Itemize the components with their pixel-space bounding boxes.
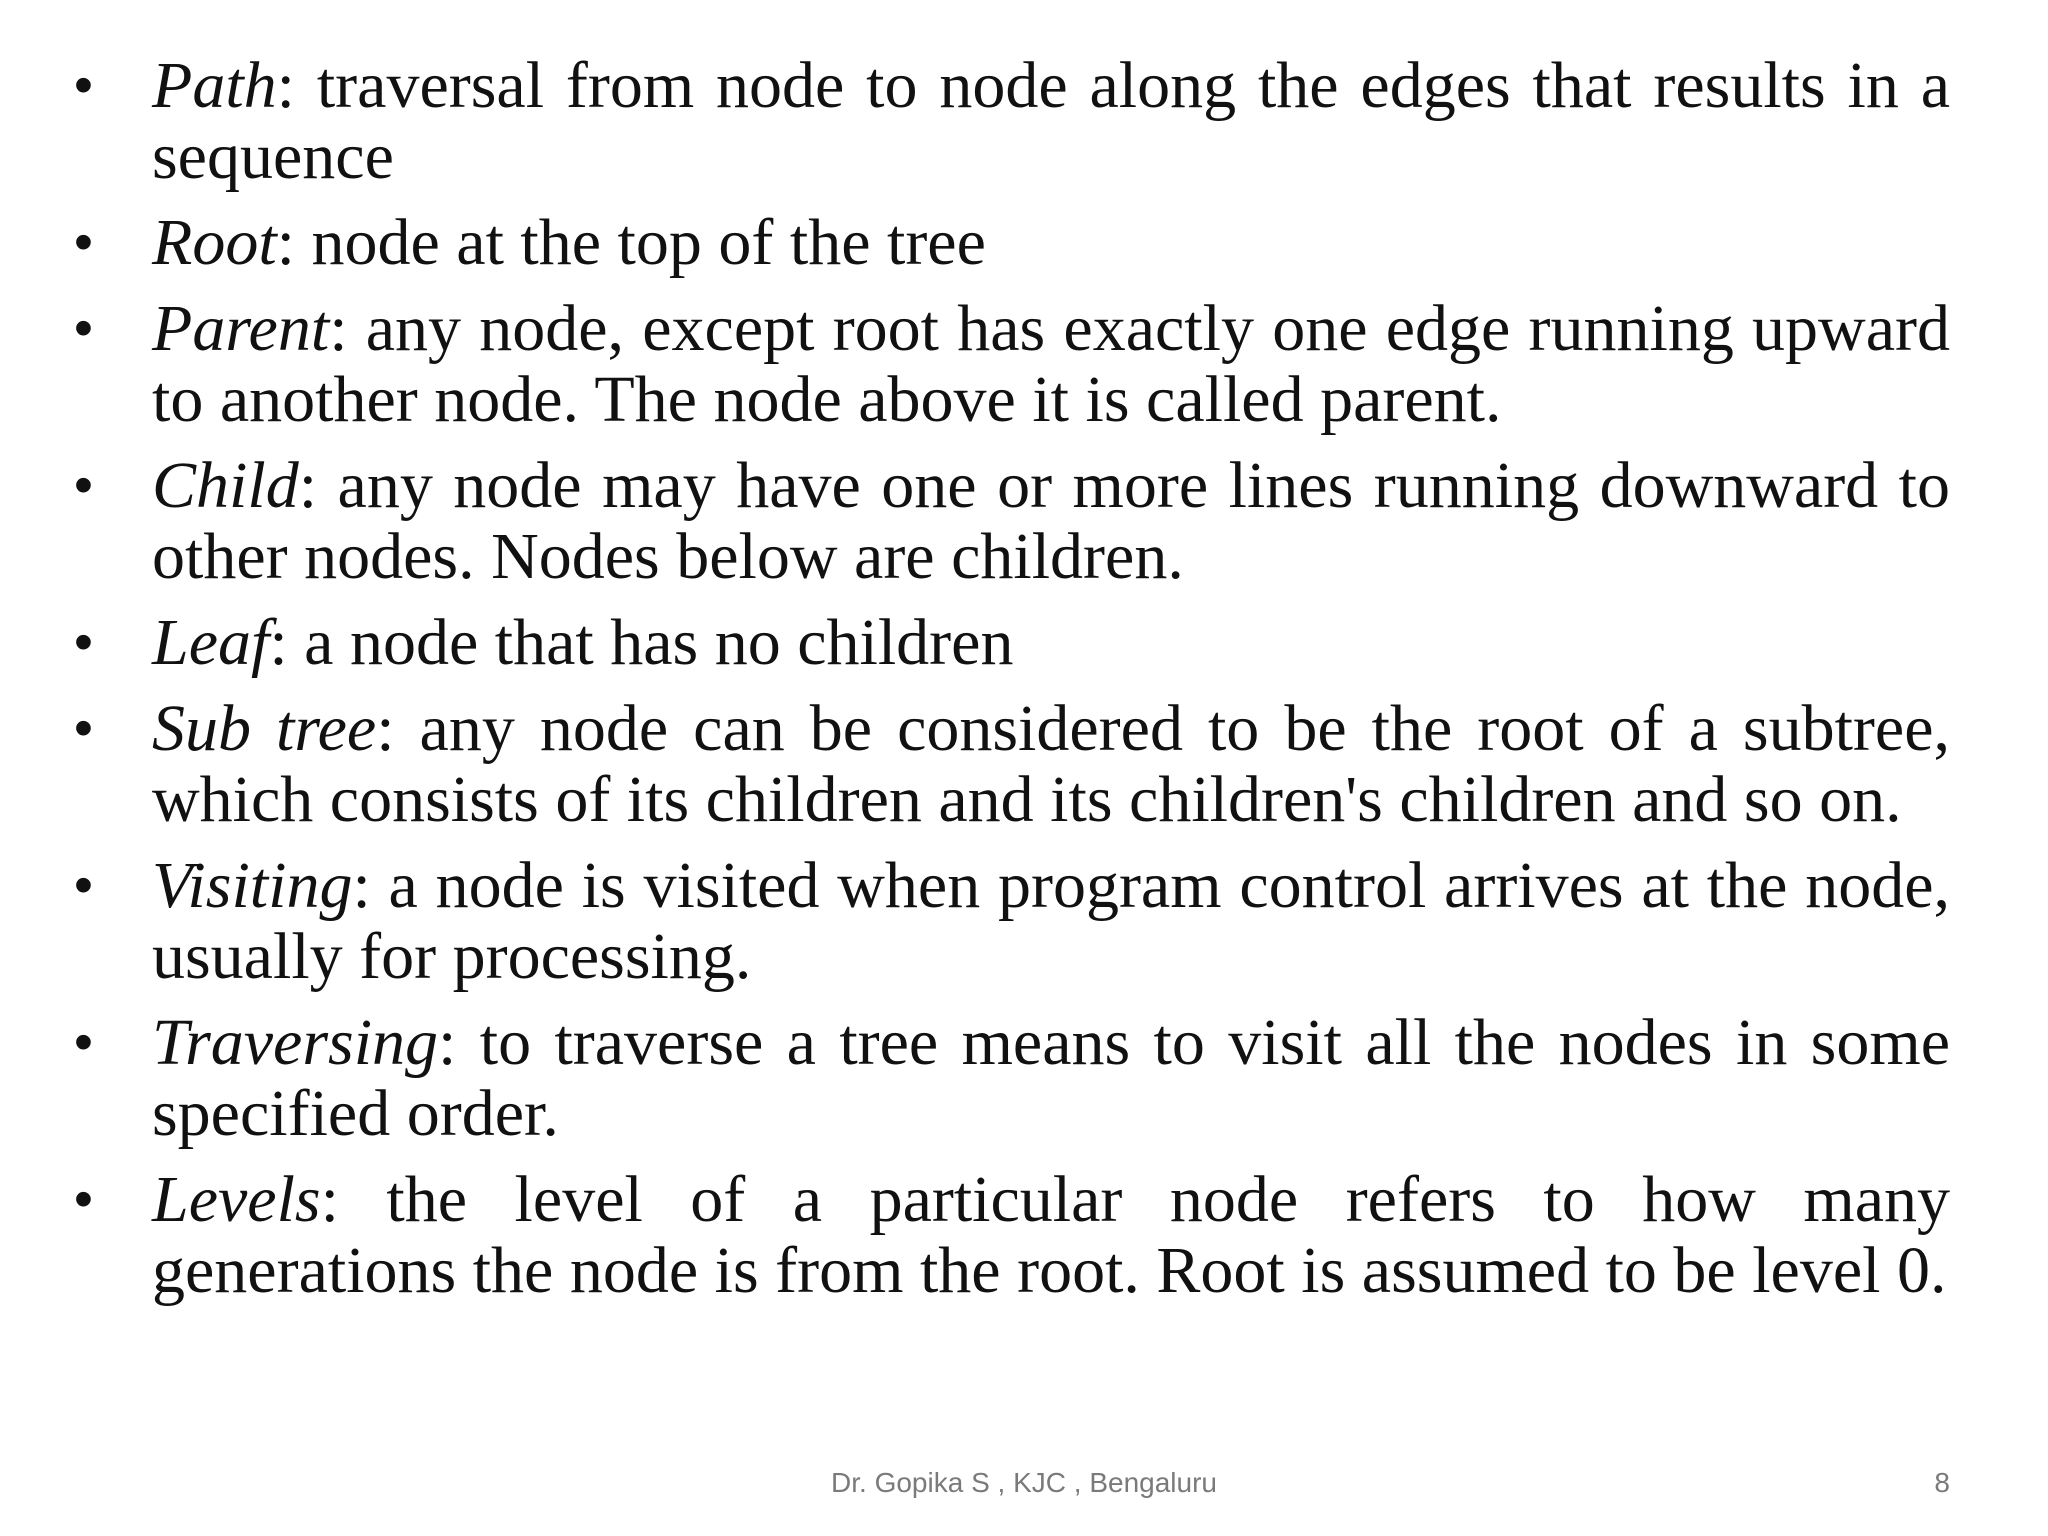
term-label: Levels xyxy=(152,1163,321,1236)
term-label: Leaf xyxy=(152,606,270,679)
footer-author: Dr. Gopika S , KJC , Bengaluru xyxy=(831,1467,1217,1498)
bullet-sub-tree xyxy=(0,693,2048,835)
definition-text: : a node is visited when program control arrives at the node, usually for processing. xyxy=(152,849,1950,993)
definition-text: : node at the top of the tree xyxy=(276,206,986,279)
bullet-root xyxy=(0,207,2048,278)
bullet-dot-icon: • xyxy=(74,698,93,758)
definition-text: : any node can be considered to be the root of a subtree, which consists of its children and its children's children and so on. xyxy=(152,692,1950,836)
definition-text: : any node may have one or more lines running downward to other nodes. Nodes below are children. xyxy=(152,449,1950,593)
definition-text: : traversal from node to node along the edges that results in a sequence xyxy=(152,49,1950,193)
bullet-path xyxy=(0,50,2048,192)
bullet-dot-icon: • xyxy=(74,1012,93,1072)
bullet-dot-icon: • xyxy=(74,298,93,358)
bullet-dot-icon: • xyxy=(74,55,93,115)
definition-text: : to traverse a tree means to visit all the nodes in some specified order. xyxy=(152,1006,1950,1150)
term-label: Visiting xyxy=(152,849,353,922)
bullet-dot-icon: • xyxy=(74,212,93,272)
bullet-dot-icon: • xyxy=(74,855,93,915)
term-label: Child xyxy=(152,449,299,522)
bullet-child xyxy=(0,450,2048,592)
page-number: 8 xyxy=(1934,1467,1950,1498)
bullet-traversing xyxy=(0,1007,2048,1149)
definition-text: : any node, except root has exactly one edge running upward to another node. The node above it is called parent. xyxy=(152,292,1950,436)
bullet-dot-icon: • xyxy=(74,455,93,515)
term-label: Traversing xyxy=(152,1006,439,1079)
bullet-visiting xyxy=(0,850,2048,992)
bullet-levels xyxy=(0,1164,2048,1306)
bullet-leaf xyxy=(0,607,2048,678)
bullet-dot-icon: • xyxy=(74,612,93,672)
term-label: Root xyxy=(152,206,277,279)
definition-list xyxy=(0,50,2048,1321)
term-label: Sub tree xyxy=(152,692,377,765)
term-label: Path xyxy=(152,49,277,122)
bullet-parent xyxy=(0,293,2048,435)
definition-text: : a node that has no children xyxy=(269,606,1014,679)
bullet-dot-icon: • xyxy=(74,1169,93,1229)
term-label: Parent xyxy=(152,292,330,365)
definition-text: : the level of a particular node refers to how many generations the node is from the root. Root is assumed to be level 0. xyxy=(152,1163,1950,1307)
